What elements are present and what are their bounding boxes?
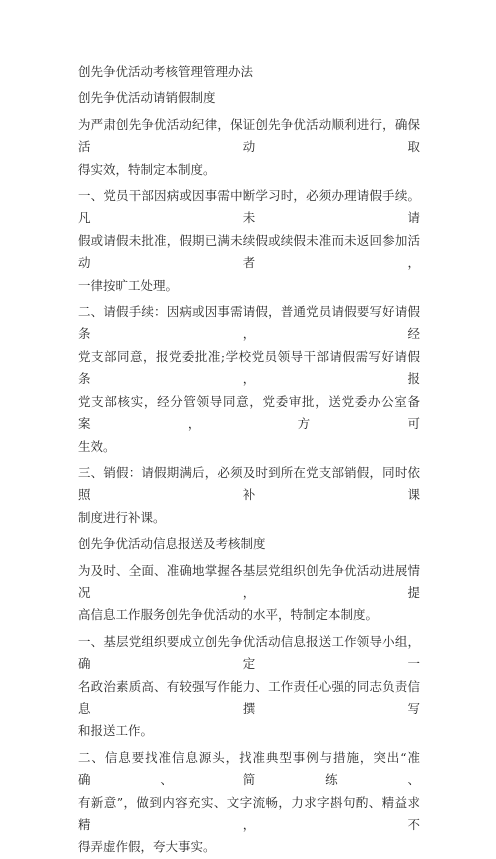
paragraph-line: 名政治素质高、有较强写作能力、工作责任心强的同志负责信息撰写 — [78, 678, 420, 716]
paragraph-line: 二、信息要找准信息源头，找准典型事例与措施，突出“准确、简练、 — [78, 749, 420, 788]
paragraph-line: 一、基层党组织要成立创先争优活动信息报送工作领导小组，确定一 — [78, 633, 420, 672]
document-body — [78, 61, 420, 859]
paragraph — [78, 114, 420, 181]
paragraph-line: 制度进行补课。 — [78, 509, 166, 525]
paragraph-line: 为及时、全面、准确地掌握各基层党组织创先争优活动进展情况，提 — [78, 562, 420, 600]
document-title: 创先争优活动考核管理管理办法 — [78, 64, 254, 79]
paragraph — [78, 185, 420, 297]
paragraph-line: 党支部核实，经分管领导同意，党委审批，送党委办公室备案，方可 — [78, 393, 420, 432]
paragraph-line: 生效。 — [78, 438, 116, 454]
paragraph — [78, 631, 420, 743]
paragraph-line: 得实效，特制定本制度。 — [78, 161, 216, 177]
section-title: 创先争优活动请销假制度 — [78, 90, 216, 106]
paragraph-line: 三、销假：请假期满后，必须及时到所在党支部销假，同时依照补课 — [78, 464, 420, 503]
section-title: 创先争优活动信息报送及考核制度 — [78, 536, 266, 552]
paragraph — [78, 747, 420, 859]
paragraph — [78, 560, 420, 627]
paragraph-line: 为严肃创先争优活动纪律，保证创先争优活动顺利进行，确保活动取 — [78, 116, 420, 155]
paragraph-line: 得弄虚作假，夸大事实。 — [78, 839, 216, 855]
paragraph — [78, 301, 420, 458]
paragraph-line: 党支部同意，报党委批准;学校党员领导干部请假需写好请假条，报 — [78, 348, 420, 387]
paragraph-line: 高信息工作服务创先争优活动的水平，特制定本制度。 — [78, 607, 379, 623]
paragraph-line: 和报送工作。 — [78, 723, 154, 739]
paragraph-line: 有新意”，做到内容充实、文字流畅，力求字斟句酌、精益求精，不 — [78, 794, 420, 832]
paragraph-line: 二、请假手续：因病或因事需请假，普通党员请假要写好请假条，经 — [78, 304, 420, 342]
paragraph-line: 一律按旷工处理。 — [78, 277, 179, 293]
paragraph — [78, 462, 420, 529]
paragraph-line: 假或请假未批准，假期已满未续假或续假未准而未返回参加活动者， — [78, 232, 420, 271]
paragraph-line: 一、党员干部因病或因事需中断学习时，必须办理请假手续。凡未请 — [78, 188, 420, 226]
